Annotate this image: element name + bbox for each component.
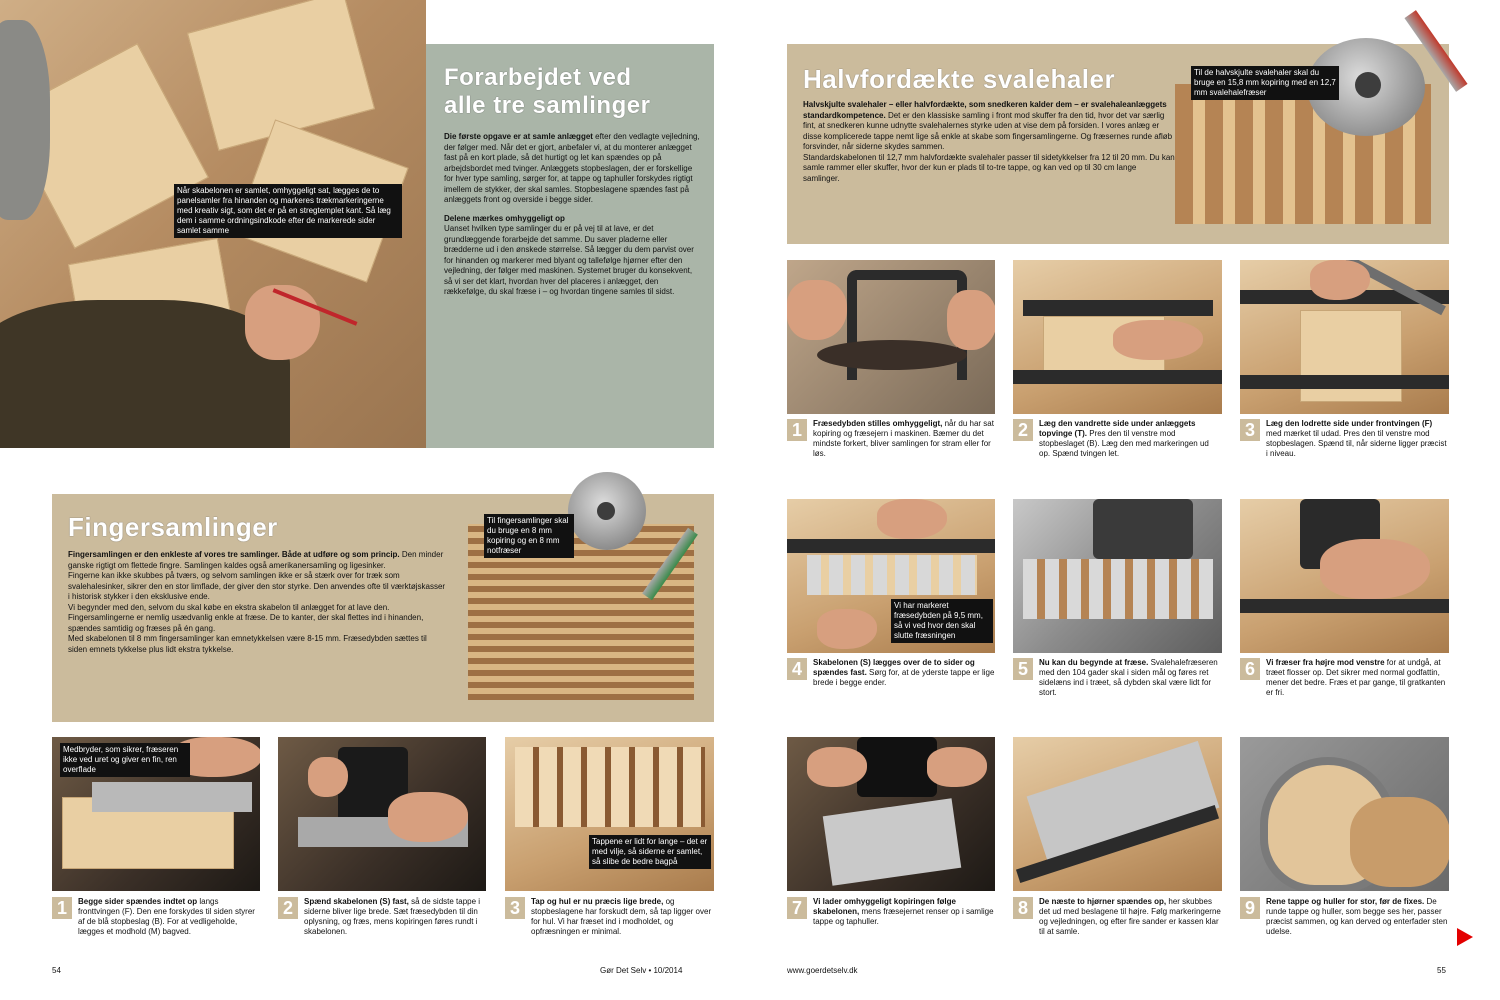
router xyxy=(1093,499,1193,559)
left-photo-1-caption: Medbryder, som sikrer, fræseren ikke ved uret og giver en fin, ren overflade xyxy=(60,743,190,777)
step-number: 8 xyxy=(1013,897,1033,919)
right-photo-4 xyxy=(787,499,995,653)
right-photo-2 xyxy=(1013,260,1222,414)
right-step-2 xyxy=(1039,419,1222,459)
right-page-number: 55 xyxy=(1437,966,1446,975)
right-photo-5 xyxy=(1013,499,1222,653)
intro-p2: Uanset hvilken type samlinger du er på vej til at lave, er det grundlæggende forarbejde det samme. Du saver pladerne eller brædderne ud i den ønskede størrelse. Så lægger du dem parvist over for hinanden og markerer med blyant og tallefølge hjørner efter den vejledning, der følger med maskinen. Systemet bruger du konsekvent, så vi ser det klart, hvordan hver del placeres i anlægget, den rækkefølge, du skal fræse i – og hvordan tingene samles til sidst. xyxy=(444,224,694,296)
step-text: De runde tappe og huller, som begge ses her, passer præcist sammen, og kan derved og enterfader sten udelse. xyxy=(1266,897,1448,936)
left-photo-1 xyxy=(52,737,260,891)
step-text: når du har sat kopiring og fræsejern i maskinen. Bæmer du det mindste forkert, bliver samlingen for stram eller for løs. xyxy=(813,419,994,458)
hand xyxy=(817,609,877,649)
dovetail-template xyxy=(807,555,977,595)
man-head xyxy=(0,20,50,220)
step-lead: De næste to hjørner spændes op, xyxy=(1039,897,1167,906)
step-text: for at undgå, at træet flosser op. Det sikrer med normal godfattin, mener det bedre. Fræs et par gange, til gratkanten er fri. xyxy=(1266,658,1446,697)
website-footer: www.goerdetselv.dk xyxy=(787,966,858,975)
step-lead: Tap og hul er nu præcis lige brede, xyxy=(531,897,664,906)
right-step-8 xyxy=(1039,897,1222,937)
step-lead: Læg den vandrette side under anlæggets topvinge (T). xyxy=(1039,419,1196,438)
intro-title-line1: Forarbejdet ved xyxy=(444,64,632,91)
hero-caption: Når skabelonen er samlet, omhyggeligt sat, lægges de to panelsamler fra hinanden og markeres trækmarkeringerne med kreativ sigt, som det er på en stregtemplet kant. Så læg dem i samme ordningsindkode efter de markerede sider samlet samme xyxy=(174,184,402,238)
step-number: 3 xyxy=(505,897,525,919)
step-number: 7 xyxy=(787,897,807,919)
right-photo-6 xyxy=(1240,499,1449,653)
finger-p3: Vi begynder med den, selvom du skal købe en ekstra skabelon til anlægget for at lave den. Fingersamlingerne er nemlig usædvanlig enkle at fræse. De to kanter, der skal flettes ind i hinanden, spændes samtidig og fræses på én gang. xyxy=(68,602,424,633)
right-step-3 xyxy=(1266,419,1449,459)
left-step-2 xyxy=(304,897,486,937)
step-lead: Læg den lodrette side under frontvingen (F) xyxy=(1266,419,1433,428)
intro-title-line2: alle tre samlinger xyxy=(444,92,651,119)
hand xyxy=(1320,539,1430,599)
right-step-4 xyxy=(813,658,995,688)
jig-rail xyxy=(1013,370,1222,384)
finger-lead: Fingersamlingen er den enkleste af vores tre samlinger. Både at udføre og som princip. xyxy=(68,550,400,559)
step-lead: Begge sider spændes indtet op xyxy=(78,897,198,906)
halv-title: Halvfordækte svalehaler xyxy=(803,64,1116,94)
hand xyxy=(787,280,847,340)
left-photo-3-caption: Tappene er lidt for lange – det er med vilje, så siderne er samlet, så slibe de bedre bagpå xyxy=(589,835,711,869)
step-number: 9 xyxy=(1240,897,1260,919)
step-lead: Fræsedybden stilles omhyggeligt, xyxy=(813,419,943,428)
left-step-3 xyxy=(531,897,714,937)
finger-p1: Den minder ganske rigtigt om flettede fingre. Samlingen kaldes også amerikanersamling og ligesinker. xyxy=(68,550,444,570)
right-step-7 xyxy=(813,897,995,927)
step-number: 1 xyxy=(52,897,72,919)
finger-p4: Med skabelonen til 8 mm fingersamlinger kan emnetykkelsen være 8-15 mm. Fræsedybden sættes til siden emnets tykkelse plus lidt ekstra tykkelse. xyxy=(68,634,427,654)
jig-rail xyxy=(1023,300,1213,316)
hand xyxy=(1310,260,1370,300)
jig-rail xyxy=(1240,375,1449,389)
dovetail-closeup xyxy=(1350,797,1449,887)
hand xyxy=(388,792,468,842)
finger-tenons xyxy=(515,747,705,827)
halv-lead: Halvskjulte svalehaler – eller halvfordækte, som snedkeren kalder dem – er svalehaleanlæggets standardkompetence. xyxy=(803,100,1167,120)
jig-rail xyxy=(1240,599,1449,613)
step-lead: Spænd skabelonen (S) fast, xyxy=(304,897,409,906)
intro-title xyxy=(444,64,650,120)
right-photo-3 xyxy=(1240,260,1449,414)
copy-ring-hole xyxy=(1355,72,1381,98)
router-base xyxy=(817,340,967,370)
step-text: og stopbeslagene har forskudt dem, så tap ligger over for hul. Vi har fræset ind i modholdet, og opfræsningen er minimal. xyxy=(531,897,712,936)
finger-title: Fingersamlinger xyxy=(68,512,278,542)
left-photo-3 xyxy=(505,737,714,891)
right-step-1 xyxy=(813,419,995,459)
right-step-6 xyxy=(1266,658,1449,698)
step-number: 1 xyxy=(787,419,807,441)
halv-p2: Standardskabelonen til 12,7 mm halvfordækte svalehaler passer til sidetykkelser fra 12 til 20 mm. Du kan samle rammer eller skuffer, hvor der kun er plads til to-tre tappe, og kan ved op til 30 cm lange samlinger. xyxy=(803,152,1175,183)
step-number: 6 xyxy=(1240,658,1260,680)
dovetail-template xyxy=(823,798,961,885)
step-text: Pres den til venstre mod stopbeslaget (B). Læg den med markeringen ud op. Spænd tvingen let. xyxy=(1039,429,1209,458)
step-lead: Vi fræser fra højre mod venstre xyxy=(1266,658,1385,667)
right-photo-9 xyxy=(1240,737,1449,891)
intro-box xyxy=(426,44,714,448)
step-text: her skubbes det ud med beslagene til højre. Følg markeringerne og vejledningen, og efter fire sander er kassen klar til at samle. xyxy=(1039,897,1221,936)
copy-ring-hole xyxy=(597,502,615,520)
step-text: langs fronttvingen (F). Den ene forskydes til siden styrer af de blå stopbeslag (B). For at vedligeholde, lægges et modhold (M) bagved. xyxy=(78,897,255,936)
right-photo-8 xyxy=(1013,737,1222,891)
right-photo-1 xyxy=(787,260,995,414)
hand xyxy=(308,757,348,797)
dovetail-template xyxy=(1023,559,1213,619)
left-photo-2 xyxy=(278,737,486,891)
hero-photo xyxy=(0,0,426,448)
hand xyxy=(927,747,987,787)
halv-p1: Det er den klassiske samling i front mod skuffer fra den tid, hvor det var særlig fint, at snedkeren kunne udnytte svalehalernes styrke uden at vise dem på forsiden. I vores anlæg er disse komplicerede tappe nemt lige så enkle at skabe som fingersamlingerne. Og fræsernes runde afløb forsvinder, når siderne skydes sammen. xyxy=(803,110,1173,151)
step-number: 2 xyxy=(278,897,298,919)
metal-template xyxy=(92,782,252,812)
step-number: 2 xyxy=(1013,419,1033,441)
intro-lead: Die første opgave er at samle anlægget xyxy=(444,132,593,141)
step-text: Svalehalefræseren med den 104 gader skal i siden mål og føres ret sidelæns ind i træet, så dybden skal være lidt for stort. xyxy=(1039,658,1218,697)
halv-text xyxy=(803,100,1175,184)
hand xyxy=(1113,320,1203,360)
continue-arrow-icon xyxy=(1457,928,1473,946)
magazine-footer: Gør Det Selv • 10/2014 xyxy=(600,966,683,975)
step-lead: Vi lader omhyggeligt kopiringen følge skabelonen, xyxy=(813,897,956,916)
finger-text xyxy=(68,550,448,655)
step-text: så de sidste tappe i siderne bliver lige brede. Sæt fræsedybden til din oplysning, og fræs, mens kopiringen føres rundt i skabelonen. xyxy=(304,897,481,936)
step-number: 3 xyxy=(1240,419,1260,441)
finger-tool-caption: Til fingersamlinger skal du bruge en 8 mm kopiring og en 8 mm notfræser xyxy=(484,514,574,558)
right-step-5 xyxy=(1039,658,1222,698)
step-lead: Skabelonen (S) lægges over de to sider og spændes fast. xyxy=(813,658,975,677)
step-number: 4 xyxy=(787,658,807,680)
step-number: 5 xyxy=(1013,658,1033,680)
right-photo-7 xyxy=(787,737,995,891)
halv-tool-caption: Til de halvskjulte svalehaler skal du bruge en 15,8 mm kopiring med en 12,7 mm svalehalefræser xyxy=(1191,66,1339,100)
right-step-9 xyxy=(1266,897,1449,937)
step-text: Sørg for, at de yderste tappe er lige brede i begge ender. xyxy=(813,668,995,687)
finger-box xyxy=(52,494,714,722)
finger-p2: Fingerne kan ikke skubbes på tværs, og selvom samlingen ikke er så stærk over for træk som svalehalesinker, sikrer den en stor limflade, der giver den stor styrke. Den anvendes ofte til værktøjskasser i historisk stykker i den eksklusive ende. xyxy=(68,571,446,601)
hand xyxy=(877,499,947,539)
router xyxy=(857,737,937,797)
left-page-number: 54 xyxy=(52,966,61,975)
hand xyxy=(807,747,867,787)
left-step-1 xyxy=(78,897,260,937)
intro-subheading: Delene mærkes omhyggeligt op xyxy=(444,213,565,223)
intro-text xyxy=(444,132,700,298)
jig-rail xyxy=(787,539,995,553)
halv-box xyxy=(787,44,1449,244)
step-lead: Rene tappe og huller for stor, før de fixes. xyxy=(1266,897,1425,906)
intro-p1: efter den vedlagte vejledning, der følger med. Når det er gjort, anbefaler vi, at du monterer anlægget fast på en kort plade, så det hurtigt og let kan spændes op på arbejdsbordet med tvinger. Anlæggets stopbeslagen, der er forskellige for hver type samling, sørger for, at tappe og taphuller forskydes rigtigt imellem de stykker, der skal samles. Stopbeslagene spændes fast på anlæggets front og overside i begge sider. xyxy=(444,132,700,204)
right-photo-4-caption: Vi har markeret fræsedybden på 9,5 mm, så vi ved hvor den skal slutte fræsningen xyxy=(891,599,993,643)
step-text: med mærket til udad. Pres den til venstre mod stopbeslagen. Spænd til, når siderne ligger præcist i niveau. xyxy=(1266,429,1447,458)
step-text: mens fræsejernet renser op i samlige tappe og taphuller. xyxy=(813,907,994,926)
hand xyxy=(947,290,995,350)
step-lead: Nu kan du begynde at fræse. xyxy=(1039,658,1149,667)
